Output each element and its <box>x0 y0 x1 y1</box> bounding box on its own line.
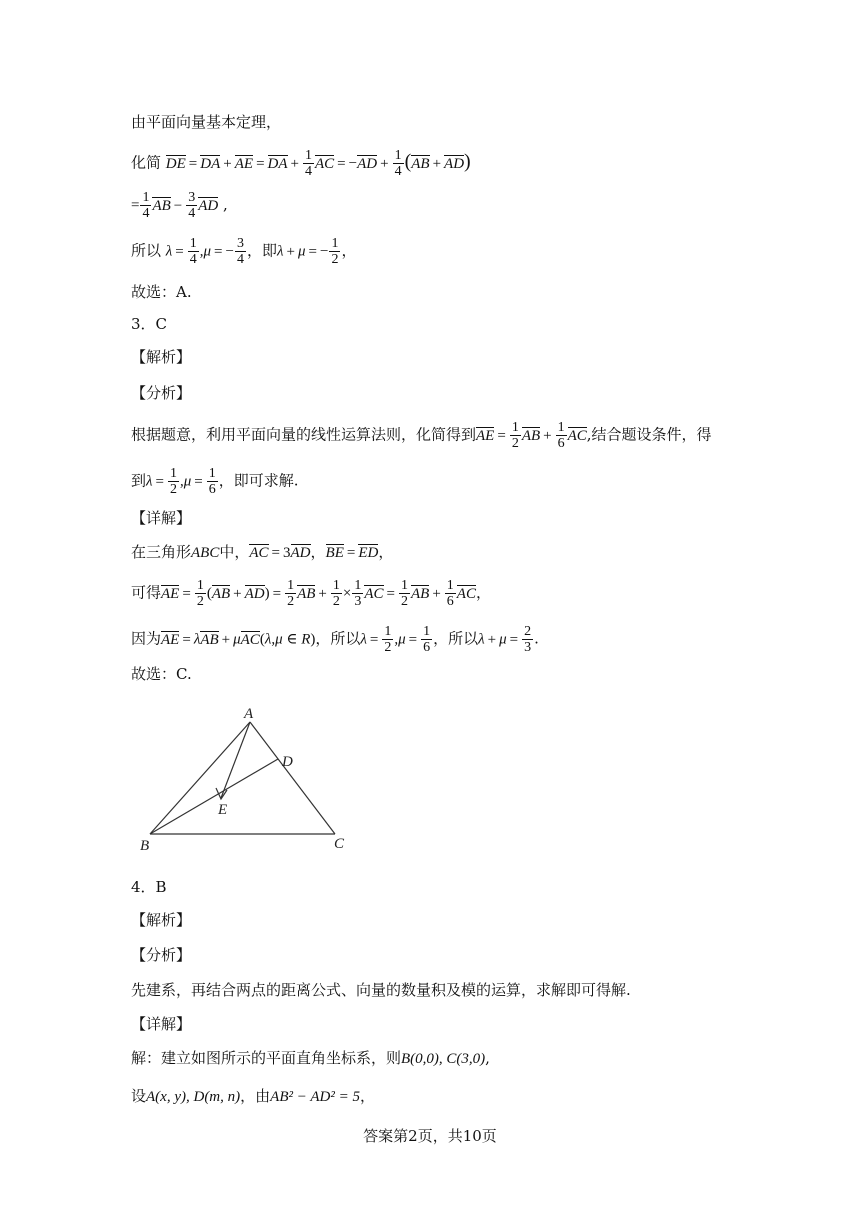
paragraph-text: 故选：A. <box>131 283 192 301</box>
section-label <box>131 945 191 965</box>
paragraph-text: 【分析】 <box>131 946 192 964</box>
paragraph-text: ，即 <box>246 241 277 260</box>
paragraph-text: 所以 <box>131 241 162 260</box>
label-b: B <box>140 838 150 854</box>
equation-line: 因为AE = λAB + μAC(λ,μ ∈ R)，所以λ = $\frac{1}{2}$ ,μ = $\frac{1}{6}$ ，所以λ + μ = $\frac{2}{3}$ . <box>131 624 539 655</box>
section-label <box>131 910 191 930</box>
vector-ae <box>221 722 250 798</box>
label-c: C <box>334 836 345 852</box>
paragraph-text: 3．C <box>131 315 168 333</box>
text-line <box>131 664 192 684</box>
label-d: D <box>282 754 293 770</box>
text-line <box>131 112 281 132</box>
answer-heading <box>131 877 167 897</box>
side-ab <box>150 722 250 834</box>
triangle-figure <box>130 700 360 860</box>
coordinate-expression: A(x, y), D(m, n) <box>146 1089 241 1105</box>
paragraph-text: ，即可求解. <box>218 471 299 490</box>
page-footer: 答案第2页，共10页 <box>363 1127 497 1145</box>
paragraph-text: ，由 <box>240 1087 271 1105</box>
equation-line: 化简 DE = DA + AE = DA + $\frac{1}{4}$ AC = −AD + $\frac{1}{4}$ (AB + AD) <box>131 148 471 179</box>
equation-line: 所以 λ = $\frac{1}{4}$ ,μ = − $\frac{3}{4}$ ，即λ + μ = − $\frac{1}{2}$ ， <box>131 236 357 267</box>
equation-line: 在三角形ABC中，AC = 3AD，BE = ED， <box>131 543 394 561</box>
paragraph-text: 到 <box>131 471 147 490</box>
equation-line: 到λ = $\frac{1}{2}$ ,μ = $\frac{1}{6}$ ，即可求解. <box>131 466 299 497</box>
paragraph-text: 在三角形 <box>131 543 192 561</box>
equation-line: = $\frac{1}{4}$ AB − $\frac{3}{4}$ AD , <box>131 190 228 221</box>
equation-line <box>131 1086 375 1107</box>
equation-line: 解：建立如图所示的平面直角坐标系，则B(0,0), C(3,0), <box>131 1049 490 1067</box>
equation-expression: AB² − AD² = 5 <box>270 1089 360 1105</box>
paragraph-text: ,结合题设条件，得 <box>586 425 712 444</box>
paragraph-text: ， <box>359 1087 375 1105</box>
equation-line: 根据题意，利用平面向量的线性运算法则，化简得到AE = $\frac{1}{2}$ AB + $\frac{1}{6}$ AC,结合题设条件，得 <box>131 420 712 451</box>
paragraph-text: 根据题意，利用平面向量的线性运算法则，化简得到 <box>131 425 477 444</box>
text-line <box>131 980 631 1000</box>
paragraph-text: 可得 <box>131 583 162 602</box>
section-label <box>131 347 191 367</box>
paragraph-text: 由平面向量基本定理， <box>131 113 282 131</box>
paragraph-text: 【详解】 <box>131 1015 192 1033</box>
paragraph-text: 先建系，再结合两点的距离公式、向量的数量积及模的运算，求解即可得解. <box>131 981 631 999</box>
paragraph-text: 【解析】 <box>131 348 192 366</box>
paragraph-text: 【详解】 <box>131 509 192 527</box>
segment-bd <box>150 759 278 834</box>
label-e: E <box>218 802 228 818</box>
paragraph-text: 解：建立如图所示的平面直角坐标系，则 <box>131 1049 402 1067</box>
paragraph-text: 中， <box>219 543 250 561</box>
paragraph-text: 设 <box>131 1087 147 1105</box>
section-label <box>131 1014 191 1034</box>
paragraph-text: 化简 <box>131 153 162 172</box>
triangle-name: ABC <box>191 545 220 561</box>
section-label <box>131 383 191 403</box>
label-a: A <box>244 706 254 722</box>
paragraph-text: ，所以 <box>433 629 479 648</box>
paragraph-text: 【解析】 <box>131 911 192 929</box>
text-line <box>131 282 192 302</box>
paragraph-text: 【分析】 <box>131 384 192 402</box>
equation-line: 可得AE = $\frac{1}{2}$ (AB + AD) = $\frac{1}{2}$ AB + $\frac{1}{2}$ × $\frac{1}{3}$ AC = $\frac{1}{2}$ AB + $\frac{1}{6}$ AC， <box>131 578 491 609</box>
section-label <box>131 508 191 528</box>
paragraph-text: 故选：C. <box>131 665 192 683</box>
coordinate-expression: B(0,0), C(3,0) <box>401 1051 486 1067</box>
paragraph-text: 4．B <box>131 878 167 896</box>
answer-heading <box>131 314 167 334</box>
paragraph-text: ，所以 <box>315 629 361 648</box>
side-ac <box>250 722 335 834</box>
paragraph-text: 因为 <box>131 629 162 648</box>
